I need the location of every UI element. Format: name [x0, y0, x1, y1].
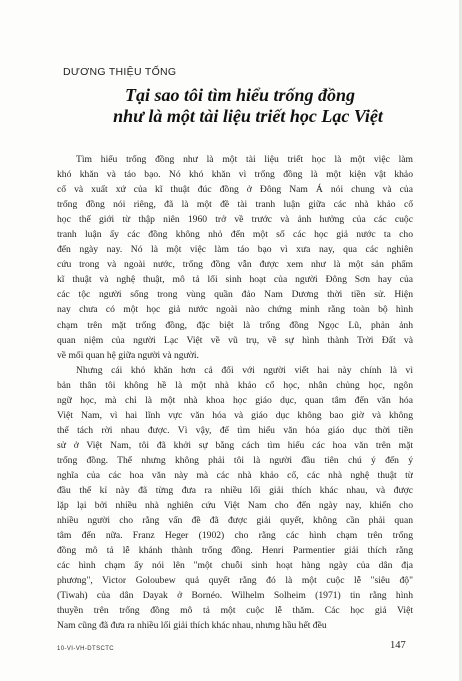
- paragraph-line: tâm đến nữa. Franz Heger (1902) cho rằng các hình chạm trên trống: [57, 530, 413, 542]
- paragraph-line: Nam cũng đã đưa ra nhiều lối giải thích khác nhau, nhưng hầu hết đều: [57, 620, 327, 632]
- paragraph-line: lặp lại bởi nhiều nhà nghiên cứu Việt Nam cho đến ngày nay, khiến cho: [57, 500, 413, 512]
- paragraph-line: Tìm hiểu trống đồng như là một tài liệu triết học là một việc làm: [76, 154, 413, 165]
- paragraph-line: đầu thế kỉ này đã từng đưa ra nhiều lối giải thích khác nhau, và được: [57, 485, 413, 497]
- paragraph-line: nay chưa có một học giả nước ngoài nào chứng minh rằng toàn bộ hình: [57, 304, 413, 316]
- article-title: [75, 85, 405, 127]
- paragraph-line: trống đồng. Thế nhưng không phải tôi là người đầu tiên chú ý đến ý: [57, 454, 413, 466]
- paragraph-1: [57, 152, 413, 363]
- paragraph-line: thuyền trên trống đồng mô tả một cuộc lễ thăm. Các học giả Việt: [57, 605, 413, 617]
- paragraph-line: về mối quan hệ giữa người và người.: [57, 349, 199, 361]
- paragraph-line: bản thân tôi không hề là một nhà khảo cổ học, nhân chủng học, ngôn: [57, 379, 413, 391]
- paragraph-line: sử ở Việt Nam, tôi đã khởi sự bằng cách tìm hiểu các hoa văn trên mặt: [57, 439, 413, 451]
- paragraph-line: Việt Nam, vì hai lĩnh vực văn hóa và giáo dục không bao giờ và không: [57, 409, 413, 421]
- paragraph-line: trống đồng nói riêng, đã là một đề tài tranh luận giữa các nhà khảo cổ: [57, 199, 413, 211]
- paragraph-line: thể tách rời nhau được. Vì vậy, để tìm hiểu văn hóa giáo dục thời tiền: [57, 424, 413, 436]
- author-name: DƯƠNG THIỆU TỐNG: [63, 66, 177, 78]
- article-body: [57, 152, 413, 634]
- paragraph-line: (Tiwah) của dân Dayak ở Bornéo. Wilhelm Solheim (1971) tin rằng hình: [57, 590, 413, 602]
- paragraph-line: ngữ học, mà chỉ là một nhà khoa học giáo dục, quan tâm đến văn hóa: [57, 394, 413, 406]
- paragraph-2: [57, 363, 413, 634]
- paragraph-line: kĩ thuật và nghệ thuật, mô tả lối sinh hoạt của người Đông Sơn hay của: [57, 274, 413, 286]
- paragraph-line: khó khăn và táo bạo. Nó khó khăn vì trống đồng là một kiện vật khảo: [57, 169, 413, 181]
- paragraph-line: đồng mô tả lễ khánh thành trống đồng. Henri Parmentier giải thích rằng: [57, 545, 413, 557]
- footer-code: 10-VI-VH-DTSCTC: [57, 646, 115, 652]
- paragraph-line: chạm trên mặt trống đồng, đặc biệt là trống đồng Ngọc Lũ, phản ảnh: [57, 319, 413, 331]
- paragraph-line: tranh luận ấy các đồng không nhỏ đến một số các học giả nước ta cho: [57, 229, 413, 241]
- paragraph-line: cổ và xuất xứ của kĩ thuật đúc đồng ở Đông Nam Á nói chung và của: [57, 184, 413, 196]
- paragraph-line: nhiều người cho rằng vấn đề đã được giải quyết, không cần phải quan: [57, 515, 413, 527]
- article-title-line-2: như là một tài liệu triết học Lạc Việt: [113, 106, 383, 126]
- paragraph-line: đến ngày nay. Nó là một việc làm táo bạo vì xưa nay, qua các nghiên: [57, 244, 413, 256]
- paragraph-line: quan niệm của người Lạc Việt về vũ trụ, về sự hình thành Trời Đất và: [57, 334, 413, 346]
- paragraph-line: phương", Victor Goloubew quả quyết rằng đó là một cuộc lễ "siêu độ": [57, 575, 413, 587]
- paragraph-line: Nhưng cái khó khăn hơn cả đối với người viết hai này chính là vì: [76, 364, 413, 376]
- paragraph-line: các tộc người sống trong vùng quần đảo Nam Dương thời tiền sử. Hiện: [57, 289, 413, 301]
- paragraph-line: cứu trong và ngoài nước, trống đồng vẫn được xem như là một sản phẩm: [57, 259, 413, 271]
- article-title-line-1: Tại sao tôi tìm hiểu trống đồng: [124, 85, 356, 105]
- paragraph-line: các hình chạm ấy nói lên "một chuỗi sinh hoạt hàng ngày của dân địa: [57, 560, 413, 572]
- paragraph-line: học thế giới từ thập niên 1960 trở về trước và ảnh hưởng của các cuộc: [57, 214, 413, 226]
- page-number: 147: [390, 640, 406, 651]
- paragraph-line: nghĩa của các hoa văn này mà các nhà khảo cổ, các nhà nghệ thuật từ: [57, 469, 413, 481]
